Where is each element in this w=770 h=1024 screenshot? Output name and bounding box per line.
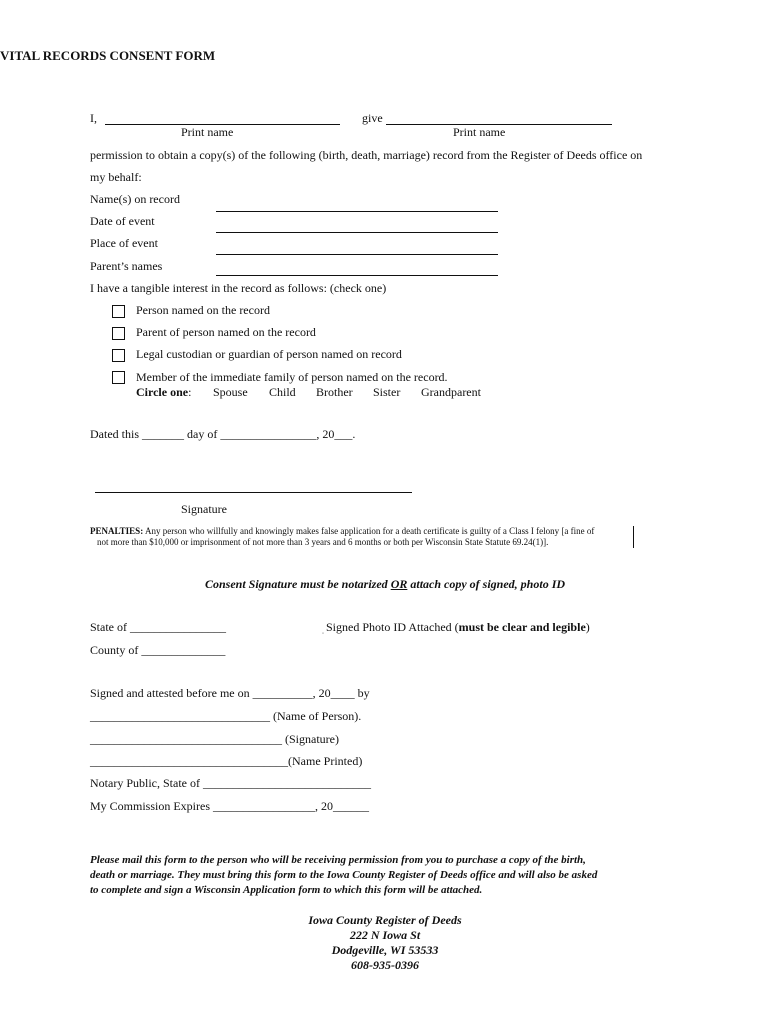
checkbox-person-named[interactable]: [112, 305, 125, 318]
place-of-event-label: Place of event: [90, 236, 158, 250]
photo-id-bold: must be clear and legible: [458, 620, 586, 634]
notary-public-state-field[interactable]: Notary Public, State of ____________________________: [90, 776, 371, 790]
checkbox-legal-custodian[interactable]: [112, 349, 125, 362]
circle-one-label: [136, 385, 191, 400]
signature-label: Signature: [181, 502, 227, 516]
choice-spouse[interactable]: Spouse: [213, 385, 248, 399]
circle-one-colon: :: [188, 385, 192, 399]
name-printed-field[interactable]: _________________________________(Name Printed): [90, 754, 363, 768]
address-phone: 608-935-0396: [351, 958, 419, 972]
tangible-interest-text: I have a tangible interest in the record as follows: (check one): [90, 281, 387, 295]
permission-text-line1: permission to obtain a copy(s) of the following (birth, death, marriage) record from the Register of Deeds office on: [90, 148, 643, 162]
option-legal-custodian: Legal custodian or guardian of person named on record: [136, 347, 402, 361]
notary-signature-field[interactable]: ________________________________ (Signature): [90, 732, 339, 746]
give-label: give: [362, 111, 383, 125]
choice-brother[interactable]: Brother: [316, 385, 353, 399]
option-family-member: Member of the immediate family of person named on the record.: [136, 370, 448, 384]
notary-heading-pre: Consent Signature must be notarized: [204, 577, 391, 591]
parents-names-line[interactable]: [216, 275, 498, 276]
date-of-event-label: Date of event: [90, 214, 155, 228]
checkbox-family-member[interactable]: [112, 371, 125, 384]
date-of-event-line[interactable]: [216, 232, 498, 233]
i-label: I,: [90, 111, 97, 125]
penalties-line1: [90, 526, 594, 536]
address-office: Iowa County Register of Deeds: [308, 913, 462, 927]
signed-attested-field[interactable]: Signed and attested before me on __________, 20____ by: [90, 686, 370, 700]
photo-id-post: ): [585, 620, 590, 634]
penalties-bracket: [633, 526, 634, 548]
choice-grandparent[interactable]: Grandparent: [421, 385, 481, 399]
names-on-record-line[interactable]: [216, 211, 498, 212]
penalties-text1: Any person who willfully and knowingly makes false application for a death certificate is guilty of a Class I felony [a fine of: [144, 526, 595, 536]
checkbox-parent[interactable]: [112, 327, 125, 340]
penalties-line2: not more than $10,000 or imprisonment of not more than 3 years and 6 months or both per Wisconsin State Statute 69.24(1)].: [97, 537, 549, 547]
print-name-label-2: Print name: [453, 125, 506, 139]
notary-heading-or: OR: [390, 577, 408, 591]
parents-names-label: Parent’s names: [90, 259, 163, 273]
mail-instructions-line2: death or marriage. They must bring this form to the Iowa County Register of Deeds office and will also be asked: [90, 869, 598, 881]
circle-one-text: Circle one: [136, 385, 189, 399]
choice-sister[interactable]: Sister: [373, 385, 401, 399]
address-street: 222 N Iowa St: [349, 928, 421, 942]
penalties-label: PENALTIES:: [90, 526, 144, 536]
notary-heading: [0, 577, 770, 592]
choice-child[interactable]: Child: [269, 385, 296, 399]
state-of-field[interactable]: State of ________________: [90, 620, 226, 634]
county-of-field[interactable]: County of ______________: [90, 643, 226, 657]
name-of-person-field[interactable]: ______________________________ (Name of Person).: [90, 709, 362, 723]
option-person-named: Person named on the record: [136, 303, 270, 317]
option-parent: Parent of person named on the record: [136, 325, 316, 339]
permission-text-line2: my behalf:: [90, 170, 142, 184]
notary-heading-post: attach copy of signed, photo ID: [407, 577, 566, 591]
dated-line[interactable]: Dated this _______ day of ________________, 20___.: [90, 427, 356, 441]
photo-id-pre: ׅ Signed Photo ID Attached (: [323, 620, 459, 634]
signed-photo-id-attached[interactable]: [323, 620, 590, 635]
signature-line[interactable]: [95, 492, 412, 493]
form-title: VITAL RECORDS CONSENT FORM: [0, 48, 216, 63]
address-city: Dodgeville, WI 53533: [331, 943, 439, 957]
commission-expires-field[interactable]: My Commission Expires _________________, 20______: [90, 799, 370, 813]
place-of-event-line[interactable]: [216, 254, 498, 255]
print-name-label-1: Print name: [181, 125, 234, 139]
mail-instructions-line3: to complete and sign a Wisconsin Application form to which this form will be attached.: [90, 884, 483, 896]
names-on-record-label: Name(s) on record: [90, 192, 180, 206]
mail-instructions-line1: Please mail this form to the person who will be receiving permission from you to purchase a copy of the birth,: [90, 854, 586, 866]
